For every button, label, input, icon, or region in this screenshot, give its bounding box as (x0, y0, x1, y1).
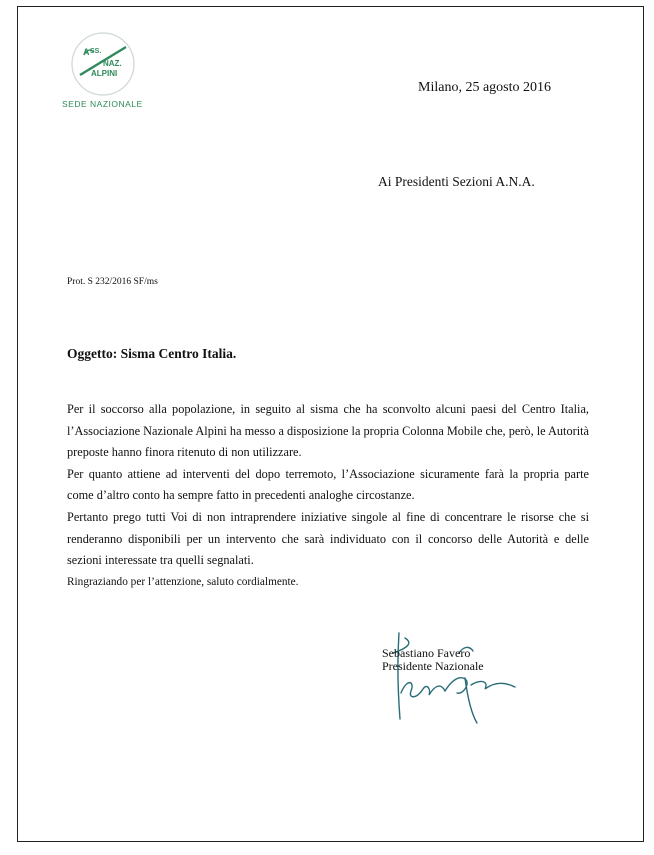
signatory-title: Presidente Nazionale (382, 659, 484, 673)
svg-text:NAZ.: NAZ. (103, 59, 122, 68)
letter-recipient: Ai Presidenti Sezioni A.N.A. (378, 174, 535, 189)
signature-icon (373, 623, 523, 728)
ana-logo (70, 31, 136, 97)
body-paragraph: Pertanto prego tutti Voi di non intraprendere iniziative singole al fine di concentrare le risorse che si renderanno disponibili per un intervento che sarà individuato con il concorso delle Autorità e delle sezioni interessate tra quelli segnalati. (67, 509, 589, 568)
letter-date: Milano, 25 agosto 2016 (418, 80, 551, 95)
svg-text:SS.: SS. (90, 48, 102, 55)
svg-text:A: A (83, 47, 90, 57)
letterhead-caption: SEDE NAZIONALE (62, 99, 143, 109)
signatory-name: Sebastiano Favero (382, 646, 471, 660)
svg-text:ALPINI: ALPINI (91, 69, 118, 78)
protocol-number: Prot. S 232/2016 SF/ms (67, 277, 158, 287)
letter-subject: Oggetto: Sisma Centro Italia. (67, 346, 237, 361)
letter-body (67, 399, 589, 593)
letter-page (17, 6, 644, 842)
handwritten-signature (373, 623, 523, 728)
closing-paragraph: Ringraziando per l’attenzione, saluto cordialmente. (67, 575, 299, 588)
ana-logo-icon (70, 31, 136, 97)
body-paragraph: Per quanto attiene ad interventi del dopo terremoto, l’Associazione sicuramente farà la propria parte come d’altro conto ha sempre fatto in precedenti analoghe circostanze. (67, 466, 589, 503)
body-paragraph: Per il soccorso alla popolazione, in seguito al sisma che ha sconvolto alcuni paesi del Centro Italia, l’Associazione Nazionale Alpini ha messo a disposizione la propria Colonna Mobile che, però, le Autorità preposte hanno finora ritenuto di non utilizzare. (67, 402, 589, 460)
signatory-block (382, 647, 484, 673)
